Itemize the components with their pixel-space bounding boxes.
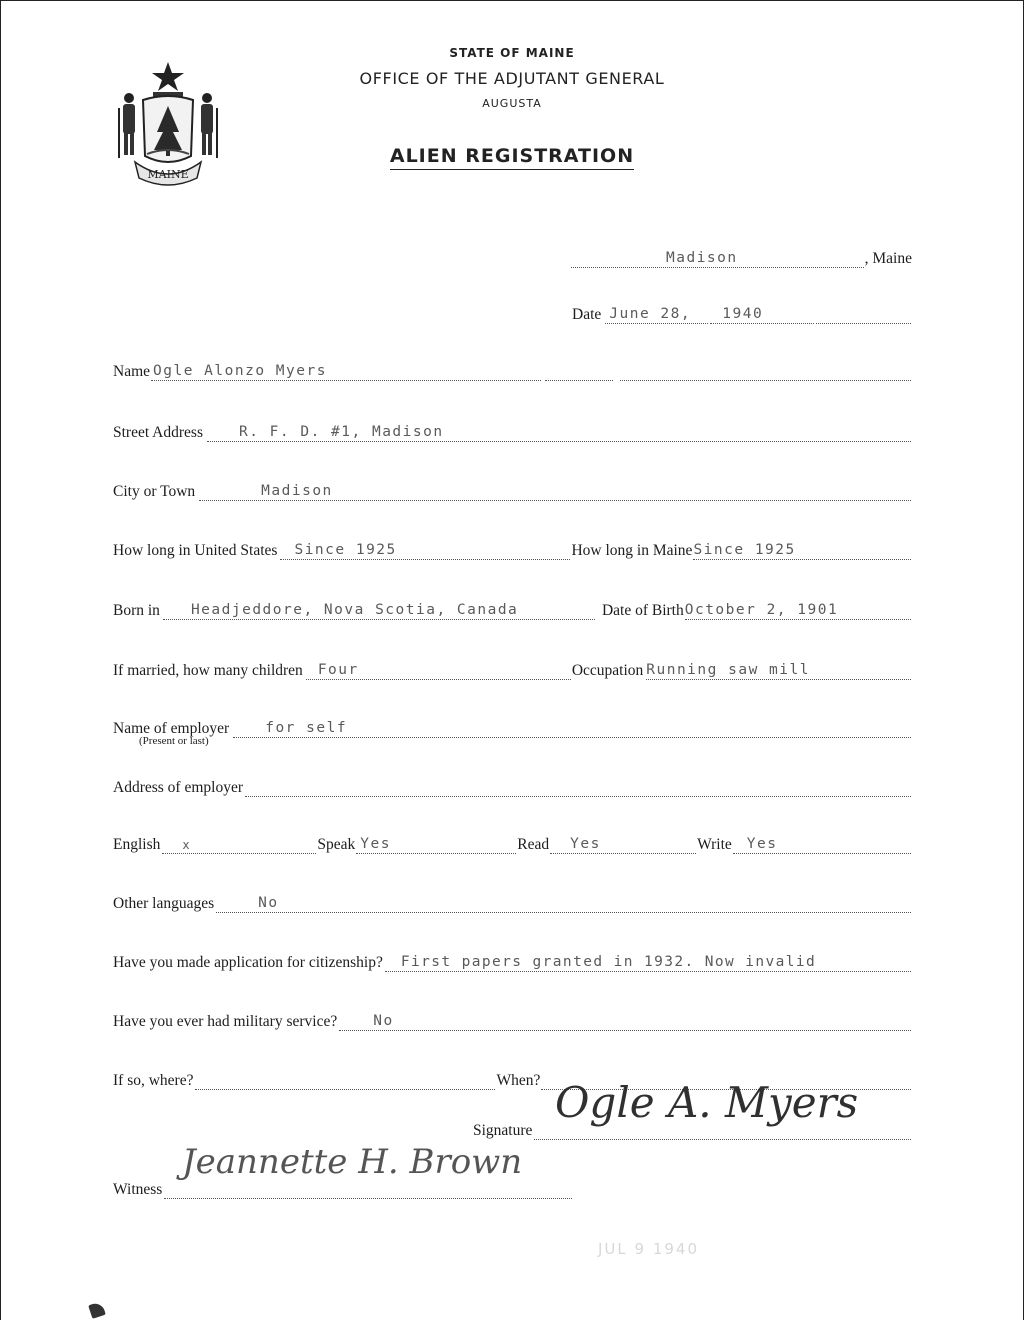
city-field[interactable]: Madison [199,474,911,501]
paper-corner-mark [88,1301,106,1319]
languages-row [113,887,912,913]
city-row [113,475,912,501]
citizenship-field[interactable]: First papers granted in 1932. Now invalid [385,945,911,972]
speak-label: Speak [317,836,356,853]
employer-label: Name of employer [113,720,230,737]
street-label: Street Address [113,424,203,441]
place-row [570,242,912,268]
maine-field[interactable]: Since 1925 [693,533,911,560]
name-field[interactable] [151,354,541,381]
name-label: Name [113,363,151,380]
place-suffix: , Maine [864,250,912,267]
english-row [113,828,912,854]
state-heading: STATE OF MAINE [449,46,575,60]
office-heading: OFFICE OF THE ADJUTANT GENERAL [359,69,665,88]
read-label: Read [517,836,550,853]
born-field[interactable]: Headjeddore, Nova Scotia, Canada [163,593,595,620]
children-label: If married, how many children [113,662,303,679]
english-field[interactable]: x [162,827,316,854]
military-field[interactable]: No [339,1004,911,1031]
applicant-signature: Ogle A. Myers [555,1078,859,1127]
citizenship-label: Have you made application for citizenship? [113,954,383,971]
residence-row [113,534,912,560]
when-label: When? [496,1072,541,1089]
birth-row [113,594,912,620]
born-label: Born in [113,602,160,619]
street-field[interactable]: R. F. D. #1, Madison [207,415,911,442]
date-extra-field[interactable] [816,297,911,324]
place-field[interactable] [571,241,864,268]
name-last-field[interactable] [620,354,911,381]
occupation-field[interactable]: Running saw mill [646,653,911,680]
read-field[interactable]: Yes [550,827,696,854]
employer-address-field[interactable] [245,770,911,797]
where-label: If so, where? [113,1072,194,1089]
employer-field[interactable]: for self [233,711,911,738]
other-languages-label: Other languages [113,895,215,912]
maine-label: How long in Maine [571,542,693,559]
where-field[interactable] [195,1063,495,1090]
witness-signature: Jeannette H. Brown [182,1142,523,1182]
city-heading: AUGUSTA [482,97,542,110]
street-row [113,416,912,442]
date-year-field[interactable]: 1940 [710,297,814,324]
military-row [113,1005,912,1031]
dob-label: Date of Birth [601,602,684,619]
military-label: Have you ever had military service? [113,1013,338,1030]
speak-field[interactable]: Yes [356,827,516,854]
children-field[interactable]: Four [306,653,571,680]
employer-sublabel: (Present or last) [139,735,209,747]
employer-row [113,712,912,738]
citizenship-row [113,946,912,972]
occupation-label: Occupation [571,662,644,679]
name-mid-field[interactable] [545,354,613,381]
date-row [572,298,912,324]
name-value: Ogle Alonzo Myers [153,363,327,379]
write-field[interactable]: Yes [733,827,911,854]
signature-label: Signature [473,1122,533,1139]
witness-label: Witness [113,1181,163,1198]
other-languages-field[interactable]: No [216,886,911,913]
english-label: English [113,836,161,853]
date-day-field[interactable]: June 28, [605,297,708,324]
us-field[interactable]: Since 1925 [280,533,570,560]
write-label: Write [697,836,732,853]
place-value: Madison [666,250,738,266]
svg-text:MAINE: MAINE [147,168,189,181]
employer-address-row [113,771,912,797]
employer-address-label: Address of employer [113,779,243,796]
family-row [113,654,912,680]
name-row [113,355,912,381]
received-stamp: JUL 9 1940 [598,1240,700,1258]
form-title: ALIEN REGISTRATION [0,145,1024,167]
dob-field[interactable]: October 2, 1901 [685,593,911,620]
us-label: How long in United States [113,542,278,559]
date-label: Date [572,306,602,323]
city-label: City or Town [113,483,196,500]
